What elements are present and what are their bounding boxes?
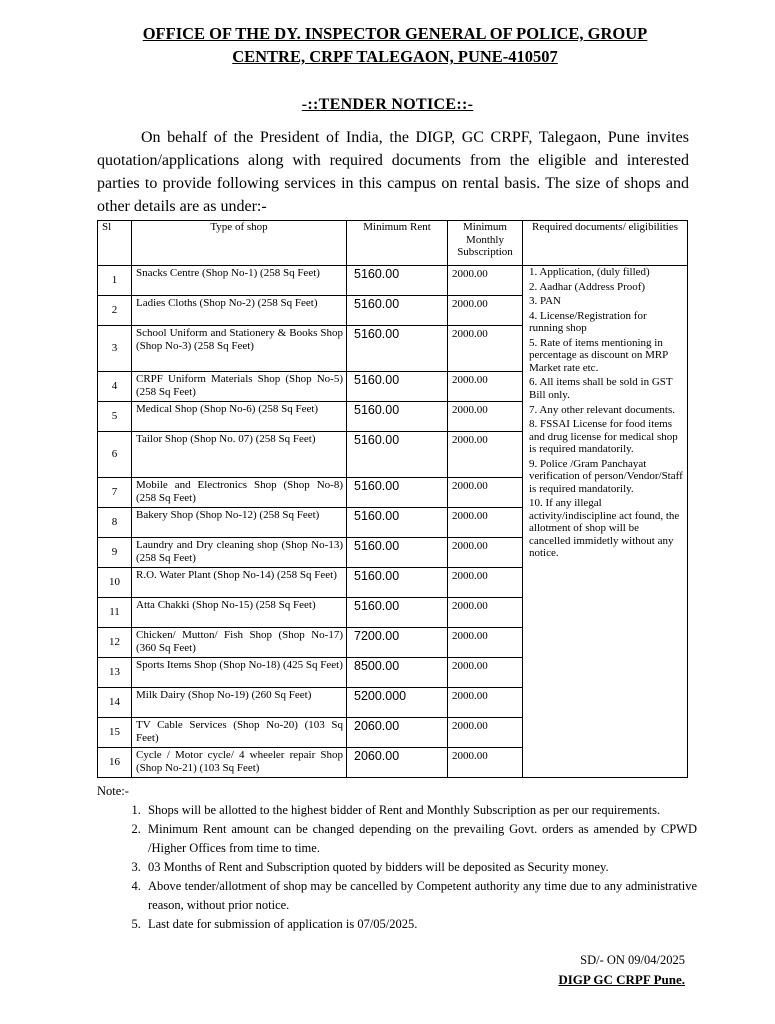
document-item: 7. Any other relevant documents.	[529, 403, 676, 416]
shops-table	[97, 220, 688, 778]
header-docs: Required documents/ eligibilities	[523, 221, 688, 266]
cell-shop-type: School Uniform and Stationery & Books Shop (Shop No-3) (258 Sq Feet)	[132, 326, 347, 372]
notes-label: Note:-	[97, 784, 129, 798]
cell-shop-type: TV Cable Services (Shop No-20) (103 Sq Feet)	[132, 718, 347, 748]
cell-minimum-subscription: 2000.00	[448, 538, 523, 568]
signature-date: SD/- ON 09/04/2025	[580, 953, 685, 967]
cell-sl: 11	[98, 598, 132, 628]
cell-minimum-rent: 2060.00	[347, 718, 448, 748]
cell-minimum-subscription: 2000.00	[448, 266, 523, 296]
intro-text: On behalf of the President of India, the DIGP, GC CRPF, Talegaon, Pune invites quotation/applications along with required documents from the eligible and interested parties to provide following services in this campus on rental basis. The size of shops and other details are as under:-	[97, 129, 689, 215]
notes-section	[97, 782, 697, 934]
cell-shop-type: Chicken/ Mutton/ Fish Shop (Shop No-17) (360 Sq Feet)	[132, 628, 347, 658]
cell-sl: 4	[98, 372, 132, 402]
cell-sl: 13	[98, 658, 132, 688]
cell-sl: 16	[98, 748, 132, 778]
cell-sl: 12	[98, 628, 132, 658]
cell-shop-type: Ladies Cloths (Shop No-2) (258 Sq Feet)	[132, 296, 347, 326]
cell-minimum-subscription: 2000.00	[448, 658, 523, 688]
table-row	[98, 266, 688, 296]
cell-minimum-subscription: 2000.00	[448, 296, 523, 326]
document-item: 9. Police /Gram Panchayat verification of person/Vendor/Staff is required mandatorily.	[529, 457, 683, 495]
cell-minimum-rent: 5200.000	[347, 688, 448, 718]
cell-sl: 10	[98, 568, 132, 598]
cell-minimum-subscription: 2000.00	[448, 568, 523, 598]
cell-sl: 2	[98, 296, 132, 326]
note-item: 2. Minimum Rent amount can be changed depending on the prevailing Govt. orders as amended by CPWD /Higher Offices from time to time.	[144, 820, 697, 858]
document-item: 1. Application, (duly filled)	[529, 266, 650, 278]
cell-shop-type: Bakery Shop (Shop No-12) (258 Sq Feet)	[132, 508, 347, 538]
cell-minimum-subscription: 2000.00	[448, 718, 523, 748]
note-item: 5. Last date for submission of application is 07/05/2025.	[144, 915, 697, 934]
cell-shop-type: CRPF Uniform Materials Shop (Shop No-5) (258 Sq Feet)	[132, 372, 347, 402]
document-item: 5. Rate of items mentioning in percentage as discount on MRP Market rate etc.	[529, 336, 668, 374]
cell-sl: 8	[98, 508, 132, 538]
cell-shop-type: Atta Chakki (Shop No-15) (258 Sq Feet)	[132, 598, 347, 628]
cell-shop-type: Tailor Shop (Shop No. 07) (258 Sq Feet)	[132, 432, 347, 478]
cell-minimum-subscription: 2000.00	[448, 432, 523, 478]
cell-sl: 15	[98, 718, 132, 748]
cell-minimum-rent: 5160.00	[347, 402, 448, 432]
header-type: Type of shop	[132, 221, 347, 266]
cell-shop-type: Cycle / Motor cycle/ 4 wheeler repair Shop (Shop No-21) (103 Sq Feet)	[132, 748, 347, 778]
cell-sl: 9	[98, 538, 132, 568]
signature-block	[558, 950, 685, 990]
cell-minimum-subscription: 2000.00	[448, 402, 523, 432]
cell-sl: 14	[98, 688, 132, 718]
note-item: 3. 03 Months of Rent and Subscription quoted by bidders will be deposited as Security money.	[144, 858, 697, 877]
header-rent: Minimum Rent	[347, 221, 448, 266]
cell-minimum-rent: 5160.00	[347, 598, 448, 628]
cell-minimum-rent: 5160.00	[347, 266, 448, 296]
cell-sl: 5	[98, 402, 132, 432]
intro-paragraph	[97, 126, 689, 218]
table-header-row	[98, 221, 688, 266]
table-body	[98, 266, 688, 778]
cell-shop-type: Sports Items Shop (Shop No-18) (425 Sq Feet)	[132, 658, 347, 688]
cell-required-documents	[523, 266, 688, 778]
cell-sl: 6	[98, 432, 132, 478]
cell-shop-type: Milk Dairy (Shop No-19) (260 Sq Feet)	[132, 688, 347, 718]
cell-minimum-subscription: 2000.00	[448, 326, 523, 372]
cell-shop-type: Mobile and Electronics Shop (Shop No-8) (258 Sq Feet)	[132, 478, 347, 508]
cell-sl: 7	[98, 478, 132, 508]
cell-sl: 1	[98, 266, 132, 296]
cell-shop-type: Laundry and Dry cleaning shop (Shop No-13) (258 Sq Feet)	[132, 538, 347, 568]
cell-minimum-rent: 5160.00	[347, 568, 448, 598]
cell-minimum-rent: 5160.00	[347, 478, 448, 508]
cell-shop-type: R.O. Water Plant (Shop No-14) (258 Sq Feet)	[132, 568, 347, 598]
cell-minimum-rent: 8500.00	[347, 658, 448, 688]
document-item: 3. PAN	[529, 295, 561, 308]
cell-shop-type: Snacks Centre (Shop No-1) (258 Sq Feet)	[132, 266, 347, 296]
cell-minimum-rent: 7200.00	[347, 628, 448, 658]
cell-minimum-subscription: 2000.00	[448, 628, 523, 658]
cell-minimum-rent: 5160.00	[347, 326, 448, 372]
note-item: 1. Shops will be allotted to the highest bidder of Rent and Monthly Subscription as per our requirements.	[144, 801, 697, 820]
header-subscription: Minimum Monthly Subscription	[448, 221, 523, 266]
document-item: 8. FSSAI License for food items and drug license for medical shop is required mandatorily.	[529, 418, 678, 456]
note-item: 4. Above tender/allotment of shop may be cancelled by Competent authority any time due to any administrative reason, without prior notice.	[144, 877, 697, 915]
cell-minimum-rent: 5160.00	[347, 296, 448, 326]
document-item: 4. License/Registration for running shop	[529, 309, 647, 335]
office-heading-line2: CENTRE, CRPF TALEGAON, PUNE-410507	[232, 47, 558, 66]
cell-minimum-rent: 2060.00	[347, 748, 448, 778]
notes-list	[97, 801, 697, 934]
document-item: 2. Aadhar (Address Proof)	[529, 280, 646, 293]
notice-title: -::TENDER NOTICE::-	[301, 96, 474, 113]
cell-minimum-subscription: 2000.00	[448, 478, 523, 508]
cell-minimum-rent: 5160.00	[347, 372, 448, 402]
cell-minimum-rent: 5160.00	[347, 432, 448, 478]
cell-minimum-subscription: 2000.00	[448, 372, 523, 402]
cell-minimum-subscription: 2000.00	[448, 598, 523, 628]
cell-shop-type: Medical Shop (Shop No-6) (258 Sq Feet)	[132, 402, 347, 432]
signature-name: DIGP GC CRPF Pune.	[558, 972, 685, 987]
office-heading-line1: OFFICE OF THE DY. INSPECTOR GENERAL OF POLICE, GROUP	[142, 24, 648, 43]
cell-sl: 3	[98, 326, 132, 372]
document-item: 6. All items shall be sold in GST Bill only.	[529, 376, 673, 401]
cell-minimum-rent: 5160.00	[347, 538, 448, 568]
header-sl: Sl	[98, 221, 132, 266]
cell-minimum-subscription: 2000.00	[448, 748, 523, 778]
document-item: 10. If any illegal activity/indiscipline act found, the allotment of shop will be cancelled immidetly without any notice.	[529, 497, 680, 560]
cell-minimum-rent: 5160.00	[347, 508, 448, 538]
office-heading	[90, 22, 700, 68]
cell-minimum-subscription: 2000.00	[448, 508, 523, 538]
cell-minimum-subscription: 2000.00	[448, 688, 523, 718]
